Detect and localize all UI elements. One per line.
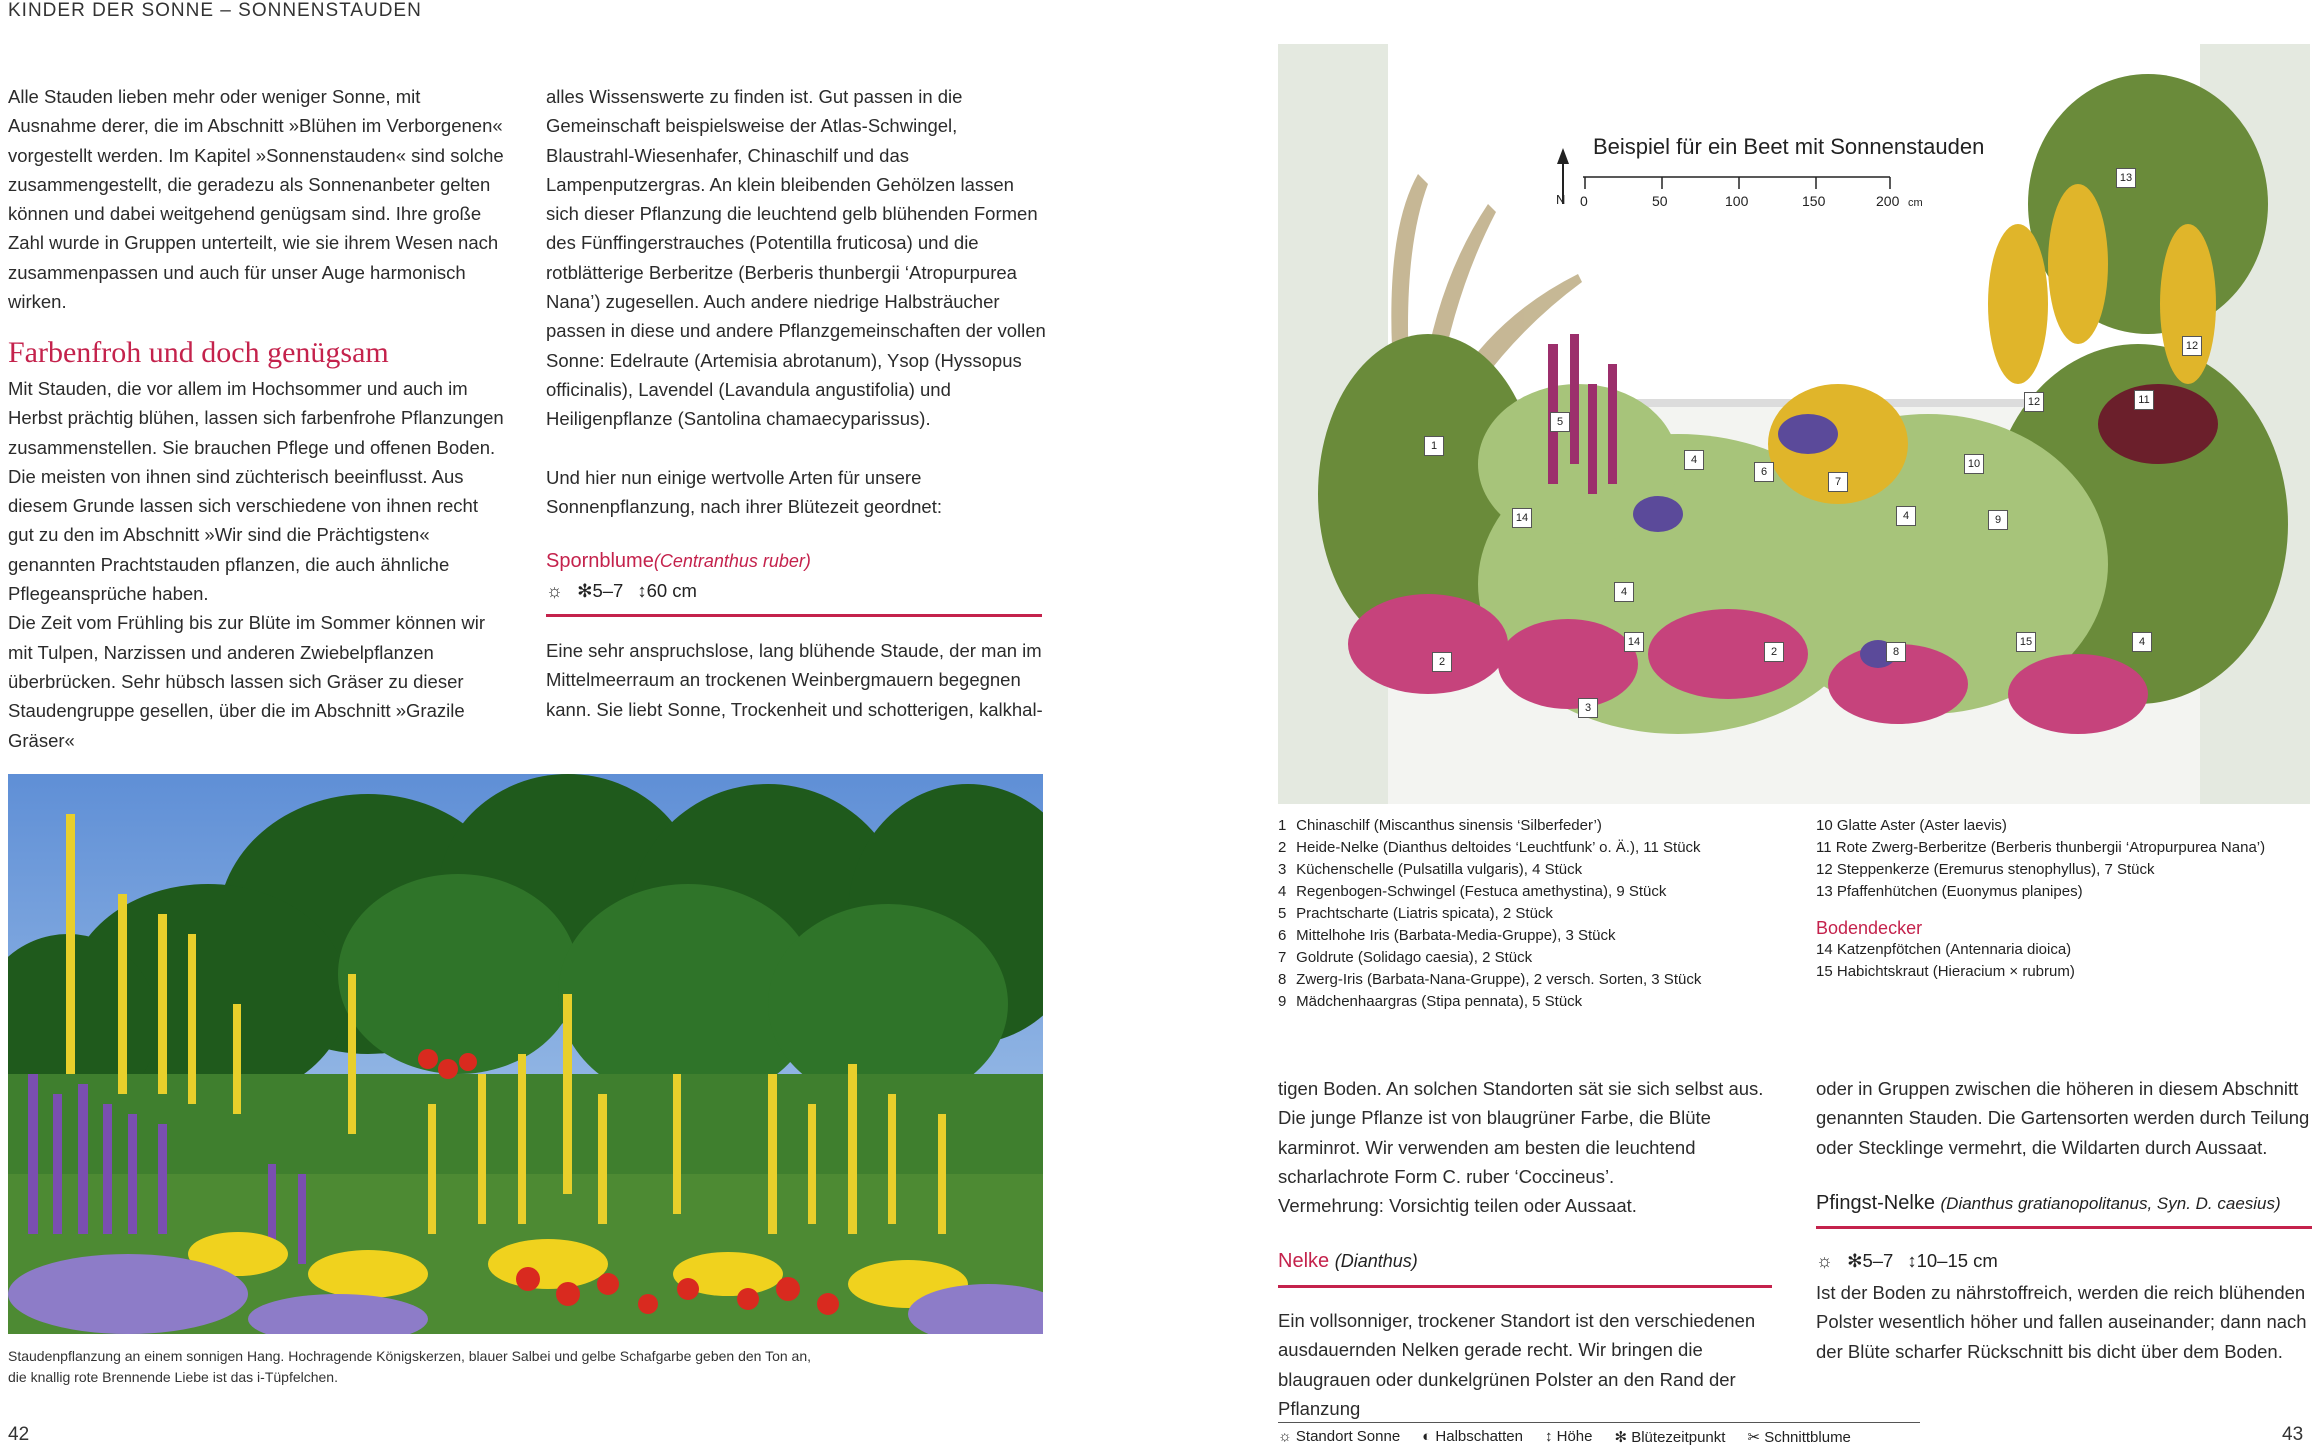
- photo-illustration: [8, 774, 1043, 1334]
- plant-height: ↕10–15 cm: [1907, 1250, 1998, 1271]
- legend-item: [1816, 815, 2265, 837]
- bloom-time: ✻5–7: [1846, 1250, 1894, 1271]
- legend-item: [1278, 815, 1701, 837]
- plant-title-pfingst-nelke: [1816, 1192, 2281, 1215]
- page-number-left: 42: [8, 1424, 30, 1445]
- legend-text: Mädchenhaargras (Stipa pennata), 5 Stück: [1296, 993, 1583, 1010]
- legend-height: ↕ Höhe: [1544, 1428, 1593, 1445]
- section-para-1: Mit Stauden, die vor allem im Hochsommer und auch im Herbst prächtig blühen, lassen sich farbenfrohe Pflanzungen zusammenstellen. Sie brauchen Pflege und offenen Boden. Die meisten von ihnen sind züchterisch beeinflusst. Aus diesem Grunde lassen sich verschiedene von ihnen recht gut zu den im Abschnitt »Wir sind die Prächtigsten« genannten Prachtstauden pflanzen, die auch ähnliche Pflegeansprüche haben.: [8, 378, 504, 605]
- legend-text: Prachtscharte (Liatris spicata), 2 Stück: [1296, 905, 1553, 922]
- legend-text: Regenbogen-Schwingel (Festuca amethystina), 9 Stück: [1296, 883, 1667, 900]
- legend-item: [1278, 991, 1701, 1013]
- legend-num: 1: [1278, 817, 1287, 834]
- plan-marker: 3: [1578, 698, 1598, 718]
- title-rule: [546, 614, 1042, 617]
- plan-illustration: [1278, 44, 2310, 804]
- plan-marker: 2: [1764, 642, 1784, 662]
- planting-plan: [1278, 44, 2310, 804]
- plant-botanical: (Centranthus ruber): [653, 551, 811, 571]
- spornblume-text: Eine sehr anspruchslose, lang blühende Staude, der man im Mittelmeerraum an trockenen Weinbergmauern begegnen kann. Sie liebt Sonne, Trockenheit und schotterigen, kalkhal-: [546, 640, 1043, 720]
- legend-text: Habichtskraut (Hieracium × rubrum): [1836, 963, 2075, 980]
- legend-num: 5: [1278, 905, 1287, 922]
- right-col2-para-1: oder in Gruppen zwischen die höheren in diesem Abschnitt genannten Stauden. Die Gartensorten werden durch Teilung oder Stecklinge vermehrt, die Wildarten durch Aussaat.: [1816, 1078, 2310, 1158]
- scale-label: 100: [1725, 193, 1749, 209]
- plant-meta-pfingst-nelke: [1816, 1250, 1998, 1272]
- plan-marker: 10: [1964, 454, 1984, 474]
- title-rule: [1278, 1285, 1772, 1288]
- right-column-1: [1278, 1074, 1778, 1220]
- plant-title-spornblume: [546, 550, 811, 573]
- title-rule: [1816, 1226, 2312, 1229]
- legend-item: [1816, 961, 2265, 983]
- legend-num: 10: [1816, 817, 1833, 834]
- running-header: KINDER DER SONNE – SONNENSTAUDEN: [8, 0, 422, 21]
- legend-num: 7: [1278, 949, 1287, 966]
- scale-label: 50: [1652, 193, 1668, 209]
- plan-legend-left: [1278, 815, 1701, 1013]
- sun-icon: ☼: [546, 580, 563, 601]
- bloom-time: ✻5–7: [576, 580, 624, 601]
- middle-para-1: alles Wissenswerte zu finden ist. Gut passen in die Gemeinschaft beispielsweise der Atlas-Schwingel, Blaustrahl-Wiesenhafer, Chinaschilf und das Lampenputzergras. An klein bleibenden Gehölzen lassen sich dieser Pflanzung die leuchtend gelb blühenden Formen des Fünffingerstrauches (Potentilla fruticosa) und die rotblätterige Berberitze (Berberis thunbergii ‘Atropurpurea Nana’) zugesellen. Auch andere niedrige Halbsträucher passen in diese und andere Pflanzgemeinschaften der vollen Sonne: Edelraute (Artemisia abrotanum), Ysop (Hyssopus officinalis), Lavendel (Lavandula angustifolia) und Heiligenpflanze (Santolina chamaecyparissus).: [546, 86, 1046, 430]
- intro-text: Alle Stauden lieben mehr oder weniger Sonne, mit Ausnahme derer, die im Abschnitt »Blühen im Verborgenen« vorgestellt werden. Im Kapitel »Sonnenstauden« sind solche zusammengestellt, die geradezu als Sonnenanbeter gelten können und dabei weitgehend genügsam sind. Ihre große Zahl wurde in Gruppen unterteilt, wie sie ihrem Wesen nach zusammenpassen und auch für unser Auge harmonisch wirken.: [8, 86, 504, 313]
- legend-item: [1278, 859, 1701, 881]
- scale-label: 0: [1580, 193, 1588, 209]
- plan-marker: 4: [1684, 450, 1704, 470]
- plan-marker: 2: [1432, 652, 1452, 672]
- plant-title-nelke: [1278, 1250, 1418, 1273]
- legend-item: [1278, 925, 1701, 947]
- legend-text: Chinaschilf (Miscanthus sinensis ‘Silberfeder’): [1296, 817, 1602, 834]
- plan-marker: 4: [1896, 506, 1916, 526]
- plan-marker: 6: [1754, 462, 1774, 482]
- sun-icon: ☼: [1816, 1250, 1833, 1271]
- plant-botanical: (Dianthus gratianopolitanus, Syn. D. caesius): [1940, 1194, 2281, 1213]
- ground-cover-heading: Bodendecker: [1816, 918, 1923, 938]
- legend-num: 14: [1816, 941, 1833, 958]
- legend-text: Mittelhohe Iris (Barbata-Media-Gruppe), 3 Stück: [1296, 927, 1616, 944]
- legend-item: [1816, 881, 2265, 903]
- plant-meta-spornblume: [546, 580, 697, 602]
- legend-num: 3: [1278, 861, 1287, 878]
- right-column-2: [1816, 1074, 2316, 1162]
- legend-item: [1278, 947, 1701, 969]
- legend-text: Küchenschelle (Pulsatilla vulgaris), 4 Stück: [1296, 861, 1583, 878]
- plant-name: Nelke: [1278, 1250, 1330, 1272]
- legend-text: Goldrute (Solidago caesia), 2 Stück: [1296, 949, 1533, 966]
- middle-para-2: Und hier nun einige wertvolle Arten für unsere Sonnenpflanzung, nach ihrer Blütezeit geordnet:: [546, 466, 942, 517]
- legend-num: 13: [1816, 883, 1833, 900]
- legend-item: [1816, 837, 2265, 859]
- plant-height: ↕60 cm: [637, 580, 697, 601]
- north-label: N: [1556, 192, 1566, 207]
- garden-photo: [8, 774, 1043, 1334]
- section-heading: Farbenfroh und doch genügsam: [8, 336, 389, 369]
- plan-marker: 14: [1624, 632, 1644, 652]
- photo-caption: [8, 1346, 1043, 1388]
- legend-num: 8: [1278, 971, 1287, 988]
- nelke-text: Ein vollsonniger, trockener Standort ist den verschiedenen ausdauernden Nelken gerade recht. Wir bringen die blaugrauen oder dunkelgrünen Polster an den Rand der Pflanzung: [1278, 1310, 1756, 1419]
- plant-name: Spornblume: [546, 550, 654, 572]
- intro-paragraph: [8, 82, 508, 316]
- legend-item: [1278, 969, 1701, 991]
- plan-marker: 12: [2182, 336, 2202, 356]
- plan-marker: 4: [1614, 582, 1634, 602]
- plan-marker: 11: [2134, 390, 2154, 410]
- plant-name: Pfingst-Nelke: [1816, 1192, 1935, 1214]
- legend-item: [1816, 939, 2265, 961]
- pfingst-nelke-text: Ist der Boden zu nährstoffreich, werden die reich blühenden Polster wesentlich höher und fallen auseinander; dann nach der Blüte scharfer Rückschnitt bis dicht über dem Boden.: [1816, 1282, 2307, 1362]
- legend-num: 9: [1278, 993, 1287, 1010]
- plan-marker: 5: [1550, 412, 1570, 432]
- legend-num: 2: [1278, 839, 1287, 856]
- plan-marker: 15: [2016, 632, 2036, 652]
- section-body: [8, 374, 508, 755]
- middle-column: [546, 82, 1046, 521]
- legend-item: [1278, 903, 1701, 925]
- legend-num: 15: [1816, 963, 1833, 980]
- legend-item: [1278, 837, 1701, 859]
- plan-marker: 12: [2024, 392, 2044, 412]
- legend-num: 11: [1816, 839, 1832, 856]
- plan-title: Beispiel für ein Beet mit Sonnenstauden: [1593, 134, 1985, 159]
- symbol-legend: [1278, 1428, 1851, 1446]
- plan-marker: 14: [1512, 508, 1532, 528]
- scale-unit: cm: [1908, 197, 1923, 209]
- legend-text: Rote Zwerg-Berberitze (Berberis thunbergii ‘Atropurpurea Nana’): [1835, 839, 2266, 856]
- plan-marker: 1: [1424, 436, 1444, 456]
- right-col1-para-2: Vermehrung: Vorsichtig teilen oder Aussaat.: [1278, 1195, 1637, 1217]
- caption-line-2: die knallig rote Brennende Liebe ist das i-Tüpfelchen.: [8, 1369, 338, 1385]
- right-col1-para-1: tigen Boden. An solchen Standorten sät sie sich selbst aus. Die junge Pflanze ist von blaugrüner Farbe, die Blüte karminrot. Wir verwenden am besten die leuchtend scharlachrote Form C. ruber ‘Coccineus’.: [1278, 1078, 1764, 1187]
- legend-num: 12: [1816, 861, 1833, 878]
- page-number-right: 43: [2282, 1424, 2304, 1445]
- scale-label: 200: [1876, 193, 1900, 209]
- legend-num: 6: [1278, 927, 1287, 944]
- plan-marker: 7: [1828, 472, 1848, 492]
- plan-marker: 9: [1988, 510, 2008, 530]
- plant-botanical: (Dianthus): [1334, 1251, 1418, 1271]
- legend-text: Pfaffenhütchen (Euonymus planipes): [1836, 883, 2083, 900]
- legend-item: [1816, 859, 2265, 881]
- legend-num: 4: [1278, 883, 1287, 900]
- legend-text: Glatte Aster (Aster laevis): [1836, 817, 2007, 834]
- plan-marker: 13: [2116, 168, 2136, 188]
- legend-text: Katzenpfötchen (Antennaria dioica): [1836, 941, 2072, 958]
- legend-text: Zwerg-Iris (Barbata-Nana-Gruppe), 2 versch. Sorten, 3 Stück: [1296, 971, 1702, 988]
- scale-label: 150: [1802, 193, 1826, 209]
- legend-text: Heide-Nelke (Dianthus deltoides ‘Leuchtfunk’ o. Ä.), 11 Stück: [1296, 839, 1701, 856]
- legend-cut-flower: ✂ Schnittblume: [1747, 1429, 1851, 1446]
- legend-half-shade: ◐ Halbschatten: [1422, 1428, 1523, 1445]
- footer-rule: [1278, 1422, 1920, 1423]
- plan-marker: 8: [1886, 642, 1906, 662]
- caption-line-1: Staudenpflanzung an einem sonnigen Hang. Hochragende Königskerzen, blauer Salbei und gelbe Schafgarbe geben den Ton an,: [8, 1348, 812, 1364]
- plan-marker: 4: [2132, 632, 2152, 652]
- legend-sun: ☼ Standort Sonne: [1278, 1428, 1401, 1445]
- legend-bloom: ✻ Blütezeitpunkt: [1614, 1429, 1726, 1446]
- legend-text: Steppenkerze (Eremurus stenophyllus), 7 Stück: [1836, 861, 2155, 878]
- section-para-2: Die Zeit vom Frühling bis zur Blüte im Sommer können wir mit Tulpen, Narzissen und anderen Zwiebelpflanzen überbrücken. Sehr hübsch lassen sich Gräser zu dieser Staudengruppe gesellen, über die im Abschnitt »Grazile Gräser«: [8, 612, 486, 751]
- plan-legend-right: [1816, 815, 2265, 983]
- legend-item: [1278, 881, 1701, 903]
